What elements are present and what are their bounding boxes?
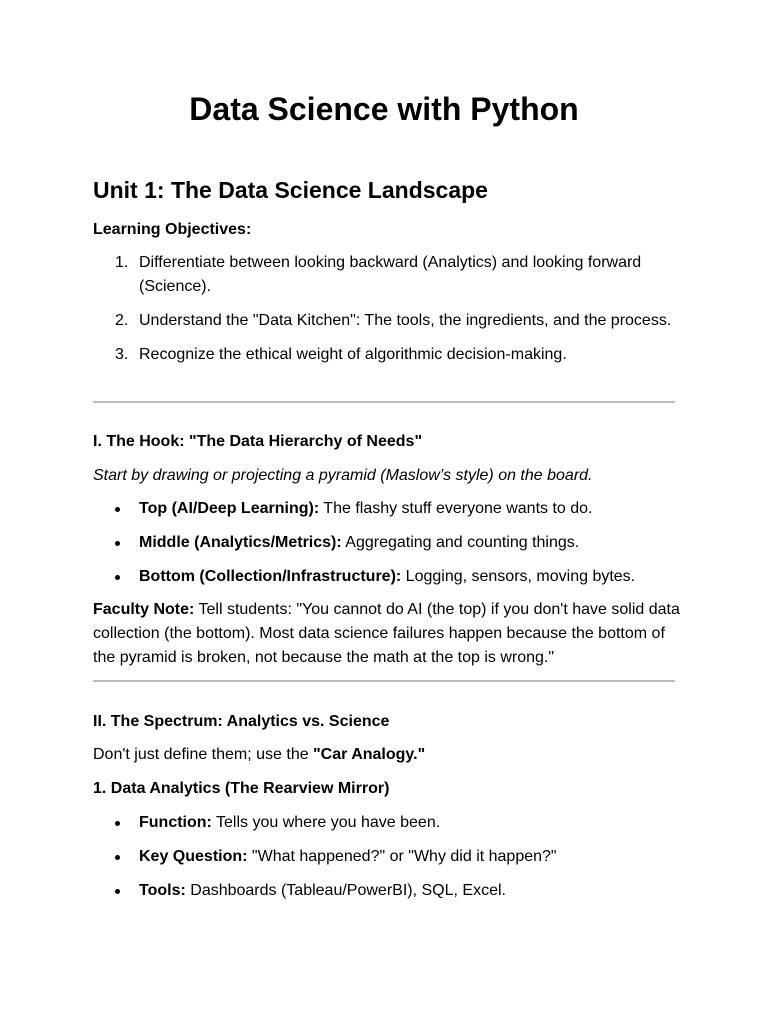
car-analogy-label: "Car Analogy." <box>313 746 426 763</box>
spectrum-intro <box>93 743 683 767</box>
list-item <box>93 309 683 333</box>
section-divider <box>93 680 675 682</box>
unit-heading: Unit 1: The Data Science Landscape <box>93 177 488 203</box>
list-item <box>93 497 683 531</box>
list-item <box>93 879 683 913</box>
list-number: 1. <box>115 254 129 271</box>
list-item <box>93 565 683 599</box>
bullet-icon <box>115 541 120 546</box>
list-item-text: Understand the "Data Kitchen": The tools, the ingredients, and the process. <box>139 312 672 329</box>
bullet-icon <box>115 855 120 860</box>
data-analytics-subheading: 1. Data Analytics (The Rearview Mirror) <box>93 780 390 797</box>
bullet-label: Key Question: <box>139 848 248 865</box>
bullet-text: Logging, sensors, moving bytes. <box>401 568 636 585</box>
learning-objectives-label: Learning Objectives: <box>93 221 252 238</box>
list-item-text: Recognize the ethical weight of algorithmic decision-making. <box>139 346 567 363</box>
bullet-label: Middle (Analytics/Metrics): <box>139 534 342 551</box>
list-item <box>93 811 683 845</box>
list-item <box>93 845 683 879</box>
faculty-note <box>93 598 683 670</box>
list-item <box>93 531 683 565</box>
section-divider <box>93 401 675 403</box>
bullet-text: "What happened?" or "Why did it happen?" <box>247 848 557 865</box>
bullet-icon <box>115 889 120 894</box>
bullet-text: Aggregating and counting things. <box>341 534 580 551</box>
bullet-text: The flashy stuff everyone wants to do. <box>319 500 593 517</box>
list-number: 2. <box>115 312 129 329</box>
bullet-icon <box>115 507 120 512</box>
bullet-label: Bottom (Collection/Infrastructure): <box>139 568 402 585</box>
spectrum-heading: II. The Spectrum: Analytics vs. Science <box>93 713 390 730</box>
spectrum-intro-text: Don't just define them; use the <box>93 746 314 763</box>
learning-objectives-list <box>93 251 683 377</box>
faculty-note-label: Faculty Note: <box>93 601 195 618</box>
list-number: 3. <box>115 346 129 363</box>
hook-heading: I. The Hook: "The Data Hierarchy of Needs" <box>93 433 423 450</box>
list-item <box>93 343 683 367</box>
analytics-bullet-list <box>93 811 683 913</box>
bullet-label: Function: <box>139 814 212 831</box>
document-title: Data Science with Python <box>189 91 579 127</box>
bullet-text: Dashboards (Tableau/PowerBI), SQL, Excel. <box>185 882 506 899</box>
bullet-icon <box>115 575 120 580</box>
bullet-label: Top (AI/Deep Learning): <box>139 500 320 517</box>
list-item <box>93 251 683 299</box>
faculty-note-text: Tell students: "You cannot do AI (the top) if you don't have solid data collection (the bottom). Most data science failures happen because the bottom of the pyramid is broken, not because the math at the top is wrong." <box>93 601 680 666</box>
bullet-icon <box>115 821 120 826</box>
bullet-text: Tells you where you have been. <box>211 814 441 831</box>
list-item-text: Differentiate between looking backward (Analytics) and looking forward (Science). <box>139 254 642 295</box>
hook-intro: Start by drawing or projecting a pyramid (Maslow’s style) on the board. <box>93 467 593 484</box>
hook-bullet-list <box>93 497 683 599</box>
bullet-label: Tools: <box>139 882 186 899</box>
